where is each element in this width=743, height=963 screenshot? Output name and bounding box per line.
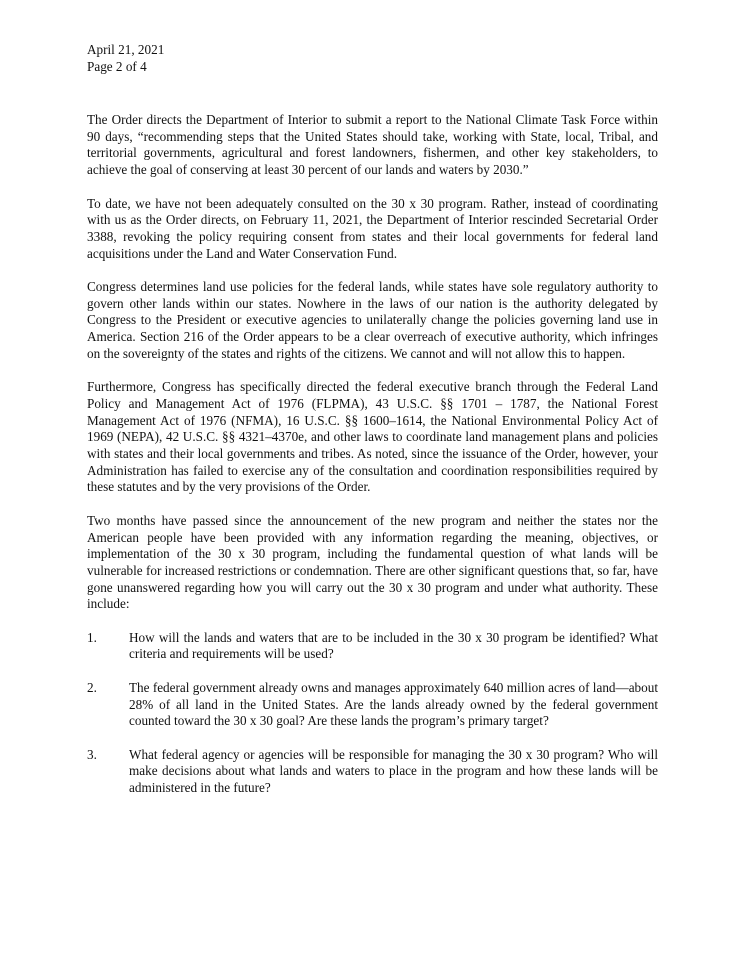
paragraph-unanswered-questions: Two months have passed since the announcement of the new program and neither the states nor the American people have been provided with any information regarding the meaning, objectives, or implementation of the 30 x 30 program, including the fundamental question of what lands will be vulnerable for increased restrictions or condemnation. There are other significant questions that, so far, have gone unanswered regarding how you will carry out the 30 x 30 program and under what authority. These include:	[87, 512, 658, 612]
paragraph-land-use-authority: Congress determines land use policies for the federal lands, while states have sole regulatory authority to govern other lands within our states. Nowhere in the laws of our nation is the authority delegated by Congress to the President or executive agencies to unilaterally change the policies governing land use in America. Section 216 of the Order appears to be a clear overreach of executive authority, which infringes on the sovereignty of the states and rights of the citizens. We cannot and will not allow this to happen.	[87, 279, 658, 361]
paragraph-order-directive: The Order directs the Department of Interior to submit a report to the National Climate Task Force within 90 days, “recommending steps that the United States should take, working with State, local, Tribal, and territorial governments, agricultural and forest landowners, fishermen, and other key stakeholders, to achieve the goal of conserving at least 30 percent of our lands and waters by 2030.”	[87, 112, 658, 178]
question-number: 2.	[87, 679, 97, 695]
question-text: The federal government already owns and manages approximately 640 million acres of land—about 28% of all land in the United States. Are the lands already owned by the federal government counted toward the 30 x 30 goal? Are these lands the program’s primary target?	[129, 679, 658, 729]
question-number: 1.	[87, 629, 97, 645]
paragraph-statutes: Furthermore, Congress has specifically directed the federal executive branch through the Federal Land Policy and Management Act of 1976 (FLPMA), 43 U.S.C. §§ 1701 – 1787, the National Forest Management Act of 1976 (NFMA), 16 U.S.C. §§ 1600–1614, the National Environmental Policy Act of 1969 (NEPA), 42 U.S.C. §§ 4321–4370e, and other laws to coordinate land management plans and policies with states and their local governments and tribes. As noted, since the issuance of the Order, however, your Administration has failed to exercise any of the consultation and coordination responsibilities required by these statutes and by the very provisions of the Order.	[87, 379, 658, 495]
letter-date: April 21, 2021	[87, 42, 165, 57]
letter-body	[87, 112, 658, 813]
question-item	[87, 630, 658, 663]
question-item	[87, 680, 658, 730]
paragraph-consultation: To date, we have not been adequately consulted on the 30 x 30 program. Rather, instead of coordinating with us as the Order directs, on February 11, 2021, the Department of Interior rescinded Secretarial Order 3388, revoking the policy requiring consent from states and their local governments for federal land acquisitions under the Land and Water Conservation Fund.	[87, 195, 658, 261]
question-number: 3.	[87, 746, 97, 762]
page-number: Page 2 of 4	[87, 58, 147, 74]
question-text: What federal agency or agencies will be responsible for managing the 30 x 30 program? Who will make decisions about what lands and waters to place in the program and how these lands will be administered in the future?	[129, 746, 658, 796]
question-text: How will the lands and waters that are to be included in the 30 x 30 program be identified? What criteria and requirements will be used?	[129, 629, 658, 662]
question-item	[87, 747, 658, 797]
page-header	[87, 42, 387, 75]
